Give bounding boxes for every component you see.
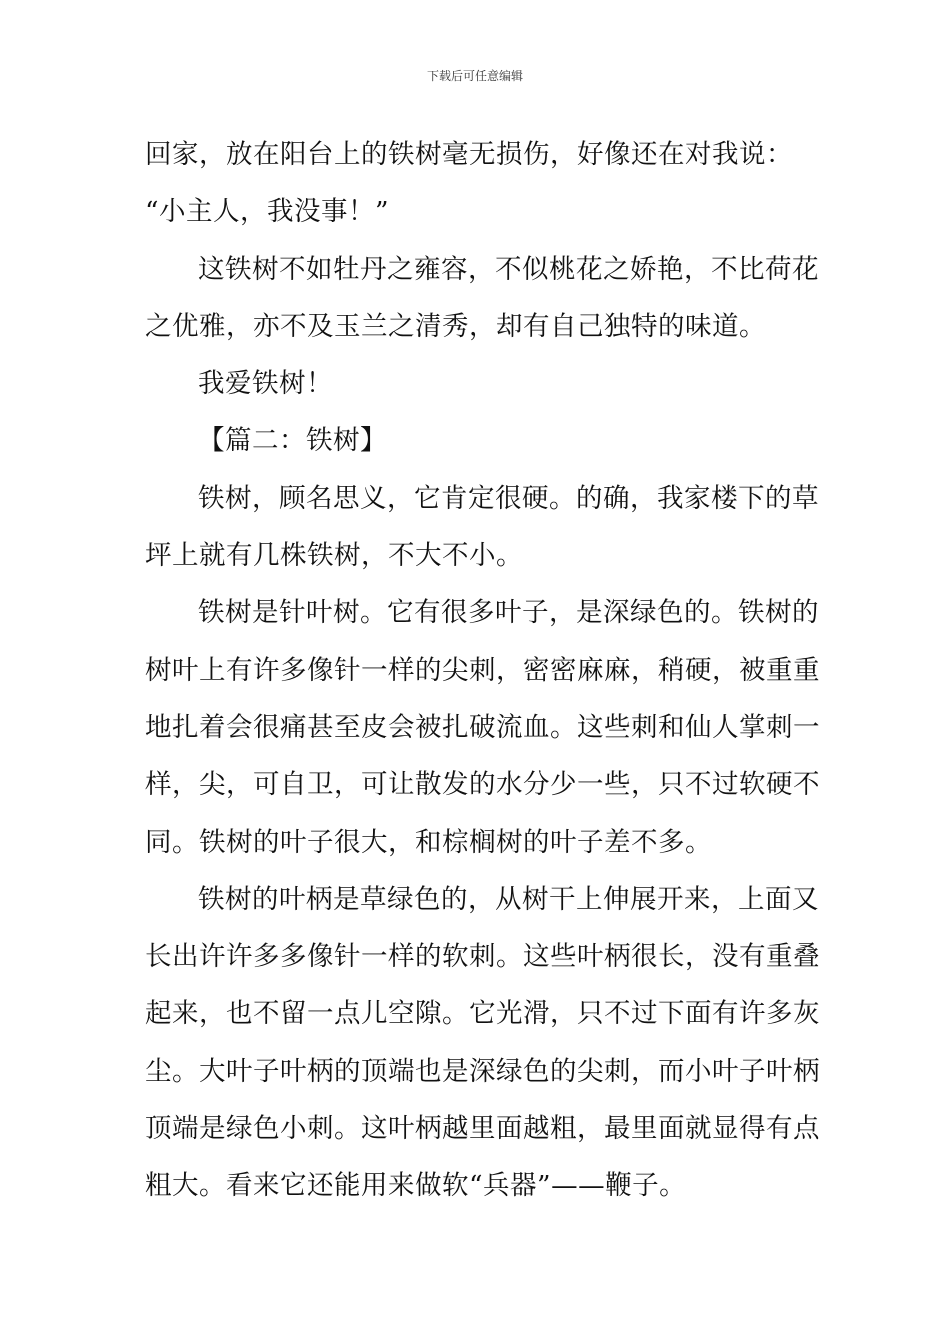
text-line: 起来，也不留一点儿空隙。它光滑，只不过下面有许多灰 xyxy=(145,998,820,1030)
text-line: 粗大。看来它还能用来做软“兵器”——鞭子。 xyxy=(145,1170,687,1202)
text-line: 铁树，顾名思义，它肯定很硬。的确，我家楼下的草 xyxy=(198,482,819,514)
text-line: 这铁树不如牡丹之雍容，不似桃花之娇艳，不比荷花 xyxy=(198,253,819,285)
page-header-note: 下载后可任意编辑 xyxy=(426,69,523,83)
text-line: 树叶上有许多像针一样的尖刺，密密麻麻，稍硬，被重重 xyxy=(145,654,820,686)
text-line: 同。铁树的叶子很大，和棕榈树的叶子差不多。 xyxy=(145,826,712,858)
text-line: 长出许许多多像针一样的软刺。这些叶柄很长，没有重叠 xyxy=(145,941,820,973)
text-line: 之优雅，亦不及玉兰之清秀，却有自己独特的味道。 xyxy=(145,310,766,342)
text-line: 回家，放在阳台上的铁树毫无损伤，好像还在对我说： xyxy=(145,139,793,170)
text-line: 坪上就有几株铁树，不大不小。 xyxy=(145,540,523,572)
text-line: 铁树是针叶树。它有很多叶子，是深绿色的。铁树的 xyxy=(198,597,819,629)
document-body xyxy=(145,126,820,1215)
text-line: 地扎着会很痛甚至皮会被扎破流血。这些刺和仙人掌刺一 xyxy=(145,711,820,743)
text-line: 尘。大叶子叶柄的顶端也是深绿色的尖刺，而小叶子叶柄 xyxy=(145,1055,820,1087)
text-line: 顶端是绿色小刺。这叶柄越里面越粗，最里面就显得有点 xyxy=(145,1113,820,1145)
text-line: 我爱铁树！ xyxy=(198,368,333,400)
text-line: 铁树的叶柄是草绿色的，从树干上伸展开来，上面又 xyxy=(198,883,819,915)
section-heading: 【篇二：铁树】 xyxy=(198,425,387,457)
text-line: “小主人，我没事！” xyxy=(145,196,390,228)
text-line: 样，尖，可自卫，可让散发的水分少一些，只不过软硬不 xyxy=(145,769,820,801)
